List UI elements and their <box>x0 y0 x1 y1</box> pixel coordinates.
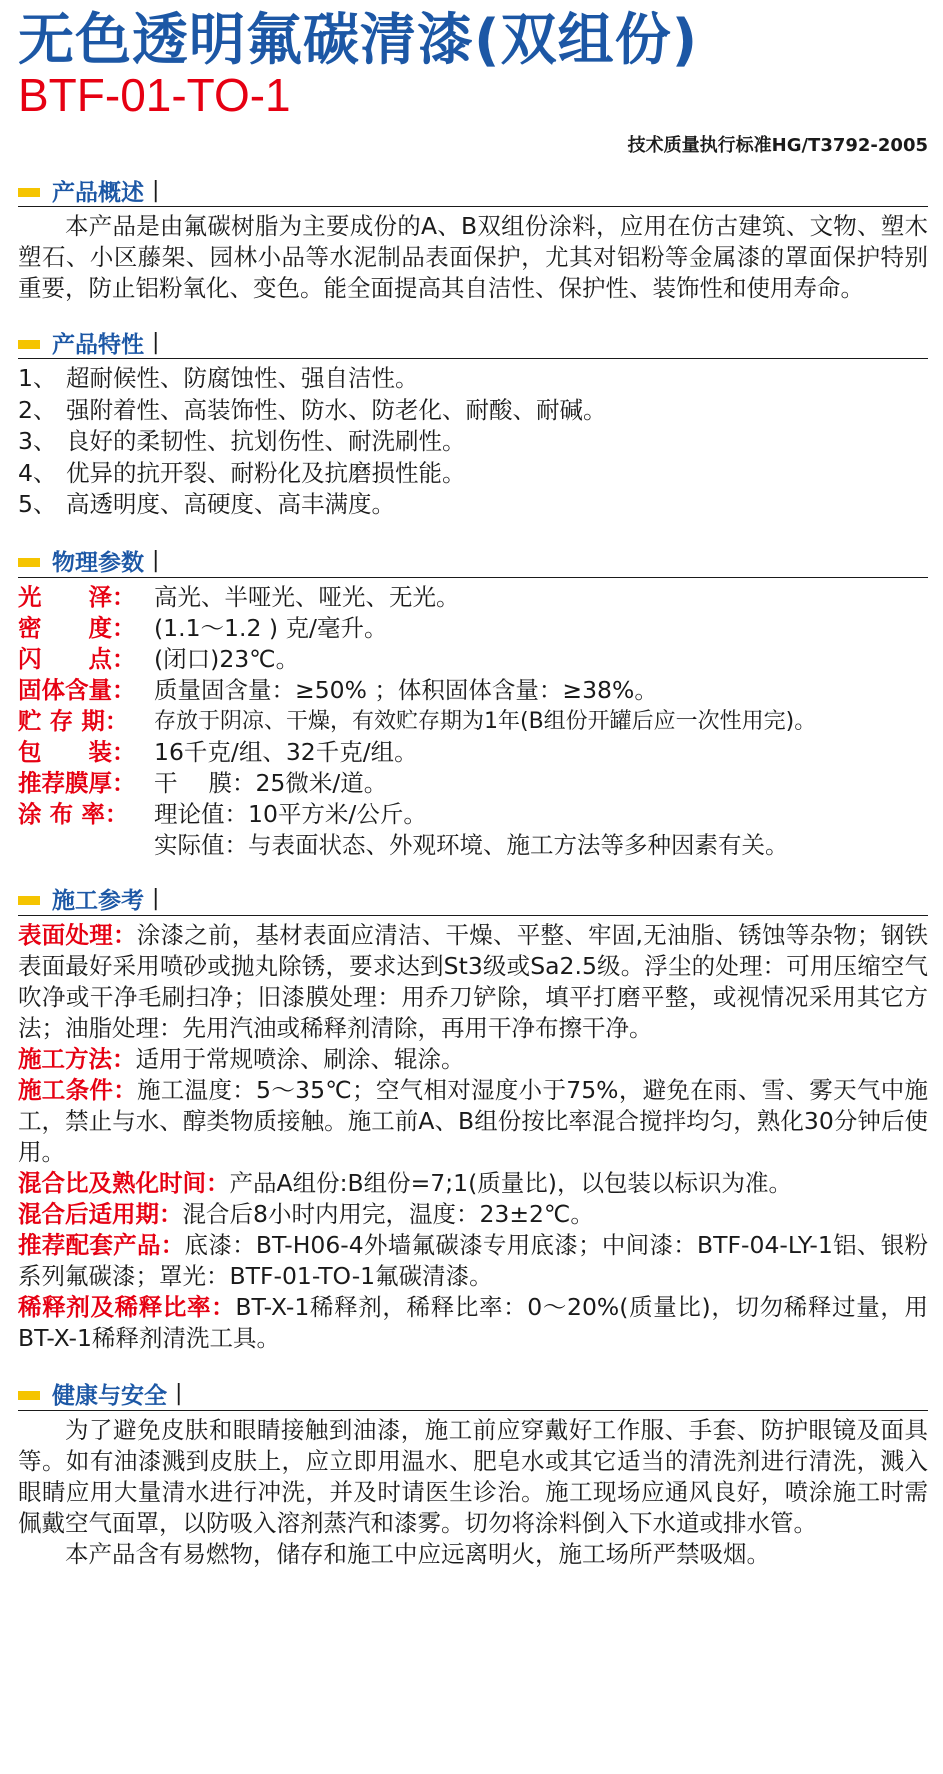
construction-label: 混合比及熟化时间： <box>18 1168 230 1197</box>
param-label: 涂 布 率： <box>18 799 129 828</box>
list-text: 高透明度、高硬度、高丰满度。 <box>66 490 395 518</box>
construction-text: 涂漆之前，基材表面应清洁、干燥、平整、牢固,无油脂、锈蚀等杂物；钢铁表面最好采用喷砂或抛丸除锈，要求达到St3级或Sa2.5级。浮尘的处理：可用压缩空气吹净或干净毛刷扫净；旧漆膜处理：用乔刀铲除，填平打磨平整，或视情况采用其它方法；油脂处理：先用汽油或稀释剂清除，再用干净布擦干净。 <box>18 920 928 1042</box>
construction-text: 产品A组份:B组份=7;1(质量比)，以包装以标识为准。 <box>229 1168 792 1197</box>
param-row <box>18 830 928 861</box>
list-text: 良好的柔韧性、抗划伤性、耐洗刷性。 <box>66 427 466 455</box>
construction-label: 表面处理： <box>18 920 137 949</box>
param-row <box>18 768 928 799</box>
safety-warning: 本产品含有易燃物，储存和施工中应远离明火，施工场所严禁吸烟。 <box>65 1539 770 1568</box>
param-label: 贮 存 期： <box>18 706 129 735</box>
param-label: 光 泽： <box>18 582 136 611</box>
construction-label: 施工方法： <box>18 1044 136 1073</box>
param-value: 高光、半哑光、哑光、无光。 <box>154 582 460 611</box>
list-number: 3、 <box>18 427 57 455</box>
list-item <box>18 363 928 395</box>
section-physical-header <box>18 545 928 578</box>
construction-label: 施工条件： <box>18 1075 138 1104</box>
param-label <box>18 830 154 861</box>
section-bar-icon <box>18 1391 40 1400</box>
list-item <box>18 426 928 458</box>
section-construction-header <box>18 883 928 916</box>
param-value: (1.1～1.2 ) 克/毫升。 <box>154 613 388 642</box>
safety-text: 为了避免皮肤和眼睛接触到油漆，施工前应穿戴好工作服、手套、防护眼镜及面具等。如有油漆溅到皮肤上，应立即用温水、肥皂水或其它适当的清洗剂进行清洗，溅入眼睛应用大量清水进行冲洗，并及时请医生诊治。施工现场应通风良好，喷涂施工时需佩戴空气面罩，以防吸入溶剂蒸汽和漆雾。切勿将涂料倒入下水道或排水管。 <box>18 1415 928 1537</box>
section-title: 产品概述 <box>52 179 144 206</box>
section-divider: | <box>152 329 160 355</box>
construction-item <box>18 1168 928 1199</box>
list-item <box>18 395 928 427</box>
param-value: 实际值：与表面状态、外观环境、施工方法等多种因素有关。 <box>154 830 789 859</box>
list-item <box>18 489 928 521</box>
construction-item <box>18 1199 928 1230</box>
section-title: 物理参数 <box>52 550 144 576</box>
list-number: 4、 <box>18 458 57 487</box>
construction-label: 推荐配套产品： <box>18 1230 185 1259</box>
construction-text: BT-X-1稀释剂，稀释比率：0～20%(质量比)，切勿稀释过量，用BT-X-1稀释剂清洗工具。 <box>18 1292 929 1352</box>
param-row <box>18 675 928 706</box>
section-divider: | <box>152 548 160 573</box>
param-row <box>18 737 928 768</box>
construction-item <box>18 1075 928 1168</box>
param-row <box>18 799 928 830</box>
quality-standard: 技术质量执行标准HG/T3792-2005 <box>627 135 928 156</box>
section-title: 施工参考 <box>52 888 144 914</box>
param-row <box>18 706 928 737</box>
overview-text: 本产品是由氟碳树脂为主要成份的A、B双组份涂料，应用在仿古建筑、文物、塑木塑石、小区藤架、园林小品等水泥制品表面保护，尤其对铝粉等金属漆的罩面保护特别重要，防止铝粉氧化、变色。能全面提高其自洁性、保护性、装饰性和使用寿命。 <box>18 212 928 302</box>
section-safety-header <box>18 1378 928 1411</box>
param-row <box>18 582 928 613</box>
construction-label: 混合后适用期： <box>18 1199 183 1228</box>
list-item <box>18 458 928 490</box>
section-bar-icon <box>18 558 40 567</box>
param-value: 理论值：10平方米/公斤。 <box>154 799 427 828</box>
list-number: 5、 <box>18 490 57 518</box>
param-label: 包 装： <box>18 737 136 766</box>
parameter-list <box>18 582 928 861</box>
param-label: 闪 点： <box>18 644 136 673</box>
section-divider: | <box>152 886 160 911</box>
param-value: 质量固含量：≥50% ；体积固体含量：≥38%。 <box>154 675 658 704</box>
param-label: 密 度： <box>18 613 136 642</box>
param-label: 固体含量： <box>18 675 136 704</box>
param-row <box>18 644 928 675</box>
construction-label: 稀释剂及稀释比率： <box>18 1292 236 1321</box>
construction-item <box>18 1292 928 1354</box>
param-label: 推荐膜厚： <box>18 768 136 797</box>
section-overview-header <box>18 174 928 207</box>
list-text: 强附着性、高装饰性、防水、防老化、耐酸、耐碱。 <box>66 395 607 424</box>
list-number: 2、 <box>18 395 57 424</box>
list-number: 1、 <box>18 364 57 392</box>
product-title: 无色透明氟碳清漆(双组份) <box>18 8 699 73</box>
section-divider: | <box>152 177 160 203</box>
construction-text: 底漆：BT-H06-4外墙氟碳漆专用底漆；中间漆：BTF-04-LY-1铝、银粉系列氟碳漆；罩光：BTF-01-TO-1氟碳清漆。 <box>18 1230 929 1290</box>
section-bar-icon <box>18 896 40 905</box>
param-value: 16千克/组、32千克/组。 <box>154 737 418 766</box>
construction-list <box>18 920 928 1354</box>
section-title: 健康与安全 <box>52 1383 167 1409</box>
list-text: 优异的抗开裂、耐粉化及抗磨损性能。 <box>66 458 466 487</box>
list-text: 超耐候性、防腐蚀性、强自洁性。 <box>66 364 419 392</box>
param-row <box>18 613 928 644</box>
product-model: BTF-01-TO-1 <box>18 69 291 121</box>
construction-text: 施工温度：5～35℃；空气相对湿度小于75%，避免在雨、雪、雾天气中施工，禁止与水、醇类物质接触。施工前A、B组份按比率混合搅拌均匀，熟化30分钟后使用。 <box>18 1075 928 1166</box>
section-features-header <box>18 326 928 359</box>
construction-item <box>18 920 928 1044</box>
section-title: 产品特性 <box>52 331 144 358</box>
datasheet-page <box>18 8 928 1570</box>
section-bar-icon <box>18 340 40 349</box>
section-divider: | <box>175 1381 183 1406</box>
feature-list <box>18 363 928 521</box>
param-value: 存放于阴凉、干燥，有效贮存期为1年(B组份开罐后应一次性用完)。 <box>154 708 817 734</box>
construction-item <box>18 1230 928 1292</box>
section-bar-icon <box>18 188 40 197</box>
construction-item <box>18 1044 928 1075</box>
param-value: (闭口)23℃。 <box>154 644 300 673</box>
param-value: 干 膜：25微米/道。 <box>154 768 388 797</box>
construction-text: 适用于常规喷涂、刷涂、辊涂。 <box>135 1044 465 1073</box>
construction-text: 混合后8小时内用完，温度：23±2℃。 <box>182 1199 594 1228</box>
